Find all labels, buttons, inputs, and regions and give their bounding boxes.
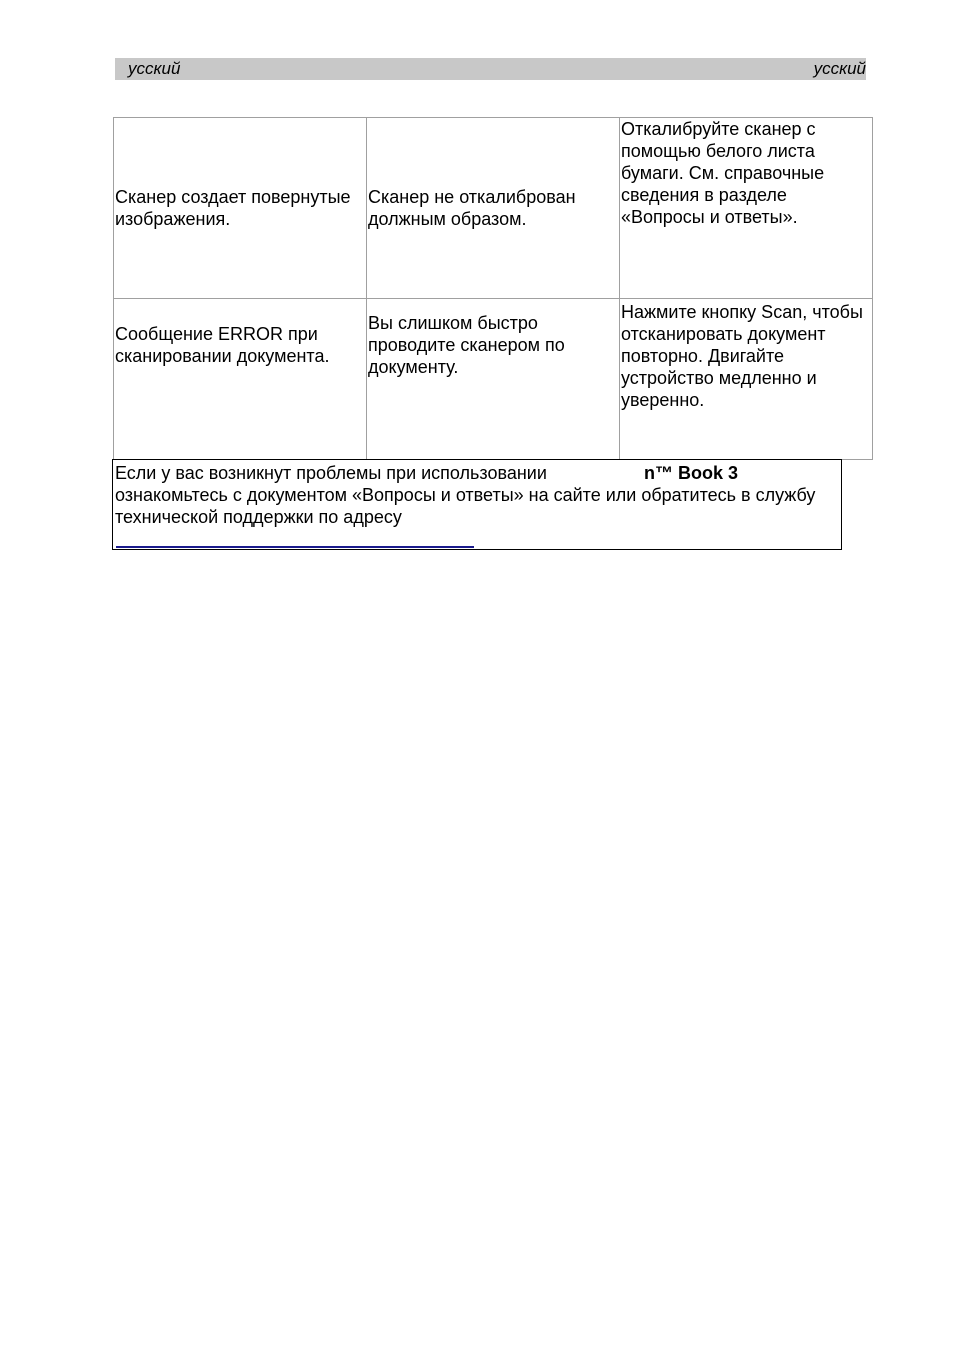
support-note-text — [115, 462, 839, 528]
support-note-body: ознакомьтесь с документом «Вопросы и ответы» на сайте или обратитесь в службу технической поддержки по адресу — [115, 485, 816, 527]
cause-cell: Сканер не откалиброван должным образом. — [367, 118, 620, 299]
table-row — [114, 118, 873, 299]
product-name: n™ Book 3 — [644, 463, 739, 483]
solution-cell: Нажмите кнопку Scan, чтобы отсканировать документ повторно. Двигайте устройство медленно и уверенно. — [620, 299, 873, 460]
header-language-right: усский — [813, 59, 866, 78]
header-language-left: усский — [128, 59, 181, 78]
page-header-bar — [115, 58, 866, 80]
problem-cell: Сообщение ERROR при сканировании документа. — [114, 299, 367, 460]
solution-cell: Откалибруйте сканер с помощью белого листа бумаги. См. справочные сведения в разделе «Вопросы и ответы». — [620, 118, 873, 299]
support-link-underline[interactable] — [116, 546, 474, 548]
support-note-intro: Если у вас возникнут проблемы при использовании — [115, 463, 547, 483]
cause-cell: Вы слишком быстро проводите сканером по документу. — [367, 299, 620, 460]
problem-cell: Сканер создает повернутые изображения. — [114, 118, 367, 299]
table-row — [114, 299, 873, 460]
troubleshooting-table — [113, 117, 873, 460]
support-note-box — [112, 459, 842, 550]
